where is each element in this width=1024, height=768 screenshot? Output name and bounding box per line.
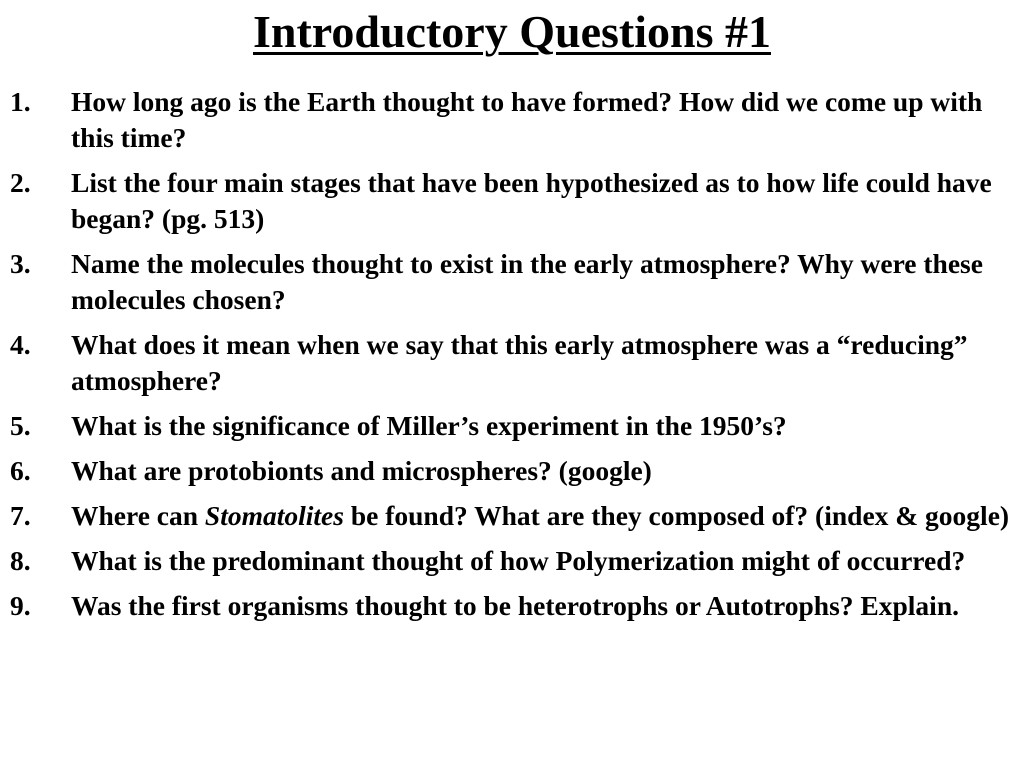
question-item-2	[0, 165, 1024, 237]
question-item-3	[0, 246, 1024, 318]
question-text-part: Where can	[71, 500, 205, 531]
question-item-8	[0, 543, 1024, 579]
question-item-5	[0, 408, 1024, 444]
question-number: 5.	[10, 410, 31, 441]
question-item-9	[0, 588, 1024, 624]
question-item-6	[0, 453, 1024, 489]
question-text: What is the significance of Miller’s experiment in the 1950’s?	[71, 410, 787, 441]
question-text: What does it mean when we say that this early atmosphere was a “reducing” atmosphere?	[71, 329, 968, 396]
question-text: Name the molecules thought to exist in the early atmosphere? Why were these molecules chosen?	[71, 248, 983, 315]
slide-title: Introductory Questions #1	[253, 6, 771, 57]
question-text: Was the first organisms thought to be heterotrophs or Autotrophs? Explain.	[71, 590, 959, 621]
question-item-1	[0, 84, 1024, 156]
question-number: 6.	[10, 455, 31, 486]
question-text-italic: Stomatolites	[204, 500, 344, 531]
question-text: How long ago is the Earth thought to have formed? How did we come up with this time?	[71, 86, 983, 153]
question-text-part: be found? What are they composed of? (index & google)	[343, 500, 1010, 531]
question-number: 9.	[10, 590, 31, 621]
question-text: What is the predominant thought of how Polymerization might of occurred?	[71, 545, 966, 576]
question-text	[71, 500, 1009, 531]
question-item-4	[0, 327, 1024, 399]
question-number: 4.	[10, 329, 31, 360]
question-text: What are protobionts and microspheres? (google)	[71, 455, 652, 486]
question-number: 3.	[10, 248, 31, 279]
question-number: 1.	[10, 86, 31, 117]
question-list	[0, 84, 1024, 633]
question-number: 2.	[10, 167, 31, 198]
question-number: 8.	[10, 545, 31, 576]
question-number: 7.	[10, 500, 31, 531]
question-text: List the four main stages that have been hypothesized as to how life could have began? (pg. 513)	[71, 167, 992, 234]
question-item-7	[0, 498, 1024, 534]
